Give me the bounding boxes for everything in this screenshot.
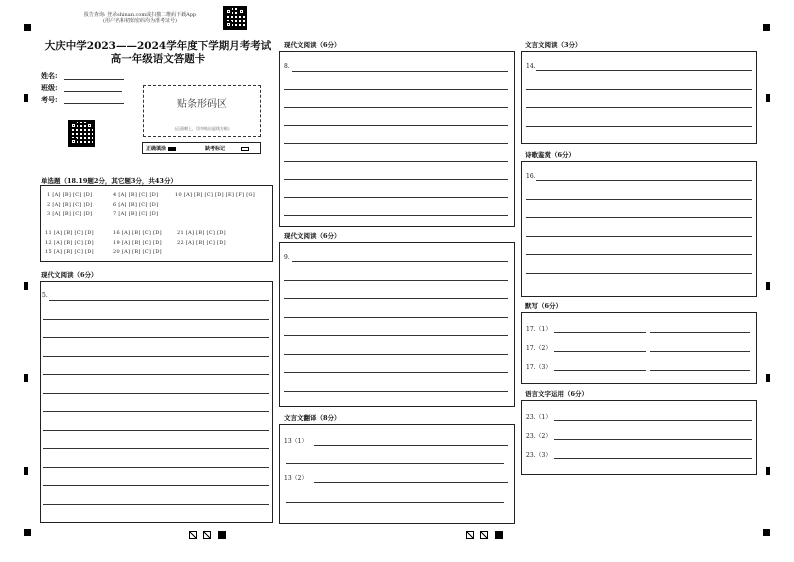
- answer-line[interactable]: [284, 317, 508, 318]
- mc-box: [40, 185, 273, 262]
- question-13-1-number: 13（1）: [284, 438, 308, 445]
- mc-row: [45, 240, 226, 246]
- answer-line[interactable]: [526, 107, 752, 108]
- question-5-number: 5.: [42, 292, 48, 299]
- page-mark-slash: [466, 531, 474, 539]
- page-mark-slash: [189, 531, 197, 539]
- question-17-1-number: 17.（1）: [526, 326, 552, 333]
- answer-line[interactable]: [43, 374, 269, 375]
- answer-line[interactable]: [284, 354, 508, 355]
- exam-title: 大庆中学2023——2024学年度下学期月考考试: [44, 40, 272, 52]
- class-label: 班级:: [41, 83, 58, 92]
- section-8-heading: 现代文阅读（6分）: [284, 41, 341, 49]
- answer-line[interactable]: [286, 463, 504, 464]
- question-14-number: 14.: [526, 63, 536, 70]
- corner-mark-bl: [24, 529, 31, 536]
- mc-item[interactable]: 11 [A] [B] [C] [D]: [45, 230, 94, 236]
- page-mark-fill: [218, 531, 226, 539]
- app-qr-code: [223, 6, 247, 30]
- mc-item[interactable]: 4 [A] [B] [C] [D]: [113, 192, 159, 198]
- answer-line[interactable]: [314, 482, 508, 483]
- section-8-box: [279, 51, 515, 227]
- fill-legend: [142, 142, 261, 154]
- section-5-box: [40, 281, 273, 523]
- side-mark-r2: [766, 282, 770, 290]
- answer-line[interactable]: [526, 273, 752, 274]
- page-mark-fill: [495, 531, 503, 539]
- fill-legend-correct-label: 正确填涂: [146, 146, 167, 152]
- answer-line[interactable]: [284, 280, 508, 281]
- section-13-box: [279, 424, 515, 524]
- section-23-box: [521, 400, 757, 475]
- answer-line[interactable]: [284, 298, 508, 299]
- mc-item[interactable]: 20 [A] [B] [C] [D]: [113, 249, 162, 255]
- answer-line[interactable]: [650, 332, 750, 333]
- question-8-number: 8.: [284, 63, 290, 70]
- absent-checkbox[interactable]: [241, 147, 249, 151]
- mc-item[interactable]: 16 [A] [B] [C] [D]: [113, 230, 162, 236]
- name-label: 姓名:: [41, 71, 58, 80]
- mc-row: [47, 192, 255, 198]
- question-23-3-number: 23.（3）: [526, 452, 552, 459]
- corner-mark-tr: [763, 24, 770, 31]
- mc-item[interactable]: 15 [A] [B] [C] [D]: [45, 249, 94, 255]
- mc-item[interactable]: 10 [A] [B] [C] [D] [E] [F] [G]: [175, 192, 256, 198]
- filled-sample-mark: [168, 147, 176, 151]
- answer-line[interactable]: [526, 89, 752, 90]
- answer-line[interactable]: [314, 445, 508, 446]
- report-notice-line1: 报告查询: 登录shinan.com或扫描二维码下载App: [83, 12, 197, 18]
- answer-line[interactable]: [284, 215, 508, 216]
- section-16-heading: 诗歌鉴赏（6分）: [525, 151, 576, 159]
- section-14-box: [521, 51, 757, 144]
- mc-item[interactable]: 19 [A] [B] [C] [D]: [113, 240, 162, 246]
- barcode-label: 贴条形码区: [177, 99, 227, 110]
- question-13-2-number: 13（2）: [284, 475, 308, 482]
- answer-line[interactable]: [292, 71, 508, 72]
- answer-line[interactable]: [284, 143, 508, 144]
- report-notice-line2: (用户名和初始密码均为准考证号): [103, 18, 177, 24]
- answer-line[interactable]: [284, 179, 508, 180]
- section-17-box: [521, 312, 757, 384]
- mc-item[interactable]: 2 [A] [B] [C] [D]: [47, 202, 93, 208]
- answer-line[interactable]: [554, 458, 752, 459]
- number-label: 考号:: [41, 95, 58, 104]
- mc-row: [45, 230, 226, 236]
- answer-line[interactable]: [554, 420, 752, 421]
- answer-line[interactable]: [43, 430, 269, 431]
- mc-item[interactable]: 7 [A] [B] [C] [D]: [113, 211, 159, 217]
- answer-line[interactable]: [284, 107, 508, 108]
- mc-item[interactable]: 1 [A] [B] [C] [D]: [47, 192, 93, 198]
- answer-line[interactable]: [554, 332, 646, 333]
- candidate-qr-code: [68, 120, 95, 147]
- answer-line[interactable]: [284, 197, 508, 198]
- side-mark-l1: [24, 94, 28, 102]
- corner-mark-tl: [24, 24, 31, 31]
- answer-line[interactable]: [43, 485, 269, 486]
- page-mark-slash: [480, 531, 488, 539]
- question-9-number: 9.: [284, 254, 290, 261]
- answer-line[interactable]: [284, 372, 508, 373]
- class-field[interactable]: [64, 91, 122, 92]
- answer-line[interactable]: [554, 351, 646, 352]
- answer-line[interactable]: [284, 161, 508, 162]
- section-17-heading: 默写（6分）: [525, 302, 563, 310]
- answer-line[interactable]: [43, 467, 269, 468]
- fill-legend-absent: [205, 145, 249, 152]
- side-mark-r4: [766, 467, 770, 475]
- section-9-heading: 现代文阅读（6分）: [284, 232, 341, 240]
- answer-line[interactable]: [43, 504, 269, 505]
- side-mark-l2: [24, 282, 28, 290]
- mc-item[interactable]: 21 [A] [B] [C] [D]: [177, 230, 226, 236]
- mc-item[interactable]: 22 [A] [B] [C] [D]: [177, 240, 226, 246]
- mc-item[interactable]: 3 [A] [B] [C] [D]: [47, 211, 93, 217]
- answer-line[interactable]: [43, 448, 269, 449]
- name-field[interactable]: [64, 79, 124, 80]
- question-23-2-number: 23.（2）: [526, 433, 552, 440]
- answer-line[interactable]: [43, 393, 269, 394]
- section-16-box: [521, 161, 757, 297]
- side-mark-r1: [766, 94, 770, 102]
- side-mark-r3: [766, 374, 770, 382]
- barcode-area: [143, 85, 261, 137]
- answer-line[interactable]: [526, 254, 752, 255]
- card-title: 高一年级语文答题卡: [110, 53, 206, 65]
- answer-line[interactable]: [43, 411, 269, 412]
- answer-line[interactable]: [526, 126, 752, 127]
- section-23-heading: 语言文字运用（6分）: [525, 390, 589, 398]
- question-23-1-number: 23.（1）: [526, 414, 552, 421]
- section-9-box: [279, 242, 515, 407]
- section-13-heading: 文言文翻译（8分）: [284, 414, 341, 422]
- corner-mark-br: [763, 529, 770, 536]
- answer-line[interactable]: [43, 356, 269, 357]
- answer-line[interactable]: [292, 261, 508, 262]
- answer-line[interactable]: [554, 370, 646, 371]
- question-16-number: 16.: [526, 173, 536, 180]
- mc-row: [47, 211, 175, 217]
- answer-line[interactable]: [43, 337, 269, 338]
- answer-line[interactable]: [284, 335, 508, 336]
- answer-line[interactable]: [650, 370, 750, 371]
- barcode-note: (正面朝上，切勿贴出虚线方框): [174, 126, 230, 131]
- section-14-heading: 文言文阅读（3分）: [525, 41, 582, 49]
- answer-line[interactable]: [536, 180, 752, 181]
- number-field[interactable]: [64, 103, 124, 104]
- answer-line[interactable]: [43, 319, 269, 320]
- mc-item[interactable]: 12 [A] [B] [C] [D]: [45, 240, 94, 246]
- answer-line[interactable]: [49, 300, 269, 301]
- mc-row: [45, 249, 177, 255]
- side-mark-l4: [24, 467, 28, 475]
- fill-legend-absent-label: 缺考标记: [205, 146, 226, 152]
- question-17-2-number: 17.（2）: [526, 345, 552, 352]
- answer-line[interactable]: [286, 502, 504, 503]
- side-mark-l3: [24, 374, 28, 382]
- answer-line[interactable]: [526, 217, 752, 218]
- answer-line[interactable]: [526, 236, 752, 237]
- answer-line[interactable]: [536, 70, 752, 71]
- answer-line[interactable]: [284, 125, 508, 126]
- section-5-heading: 现代文阅读（6分）: [41, 271, 98, 279]
- fill-legend-correct: [146, 145, 176, 152]
- answer-line[interactable]: [526, 199, 752, 200]
- answer-line[interactable]: [284, 391, 508, 392]
- page-mark-slash: [203, 531, 211, 539]
- report-notice: [60, 12, 220, 24]
- mc-row: [47, 202, 175, 208]
- answer-line[interactable]: [554, 439, 752, 440]
- question-17-3-number: 17.（3）: [526, 364, 552, 371]
- answer-line[interactable]: [650, 351, 750, 352]
- mc-heading: 单选题（18.19题2分，其它题3分，共43分）: [41, 177, 177, 185]
- answer-line[interactable]: [284, 89, 508, 90]
- mc-item[interactable]: 6 [A] [B] [C] [D]: [113, 202, 159, 208]
